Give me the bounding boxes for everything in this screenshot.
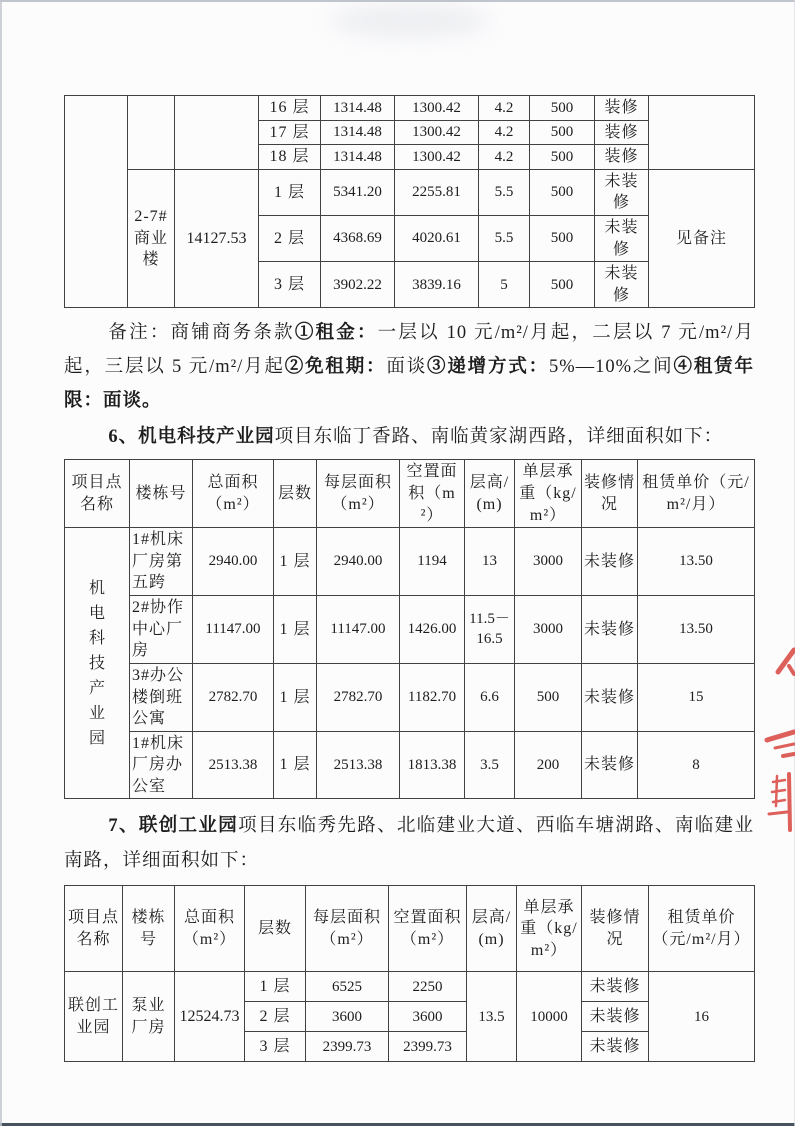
cell-fitout: 未装修 <box>582 731 638 799</box>
remark-text: 5%—10%之间 <box>548 357 674 378</box>
remark-rentfree-label: ②免租期： <box>284 357 387 378</box>
section6-description: 项目东临丁香路、南临黄家湖西路，详细面积如下： <box>274 427 724 448</box>
cell-area: 3902.22 <box>321 262 395 308</box>
cell-rent: 13.50 <box>638 595 755 663</box>
cell-load: 200 <box>515 731 582 799</box>
header-load: 单层承重（kg/m²） <box>515 460 582 528</box>
cell-vacant: 2399.73 <box>389 1032 467 1062</box>
scan-edge-left <box>0 0 2 1126</box>
cell-fitout: 未装修 <box>582 1002 649 1032</box>
cell-fitout: 未装修 <box>582 1032 649 1062</box>
cell-height: 13 <box>465 528 515 596</box>
section6-title: 6、机电科技产业园 <box>108 427 275 448</box>
cell-rent: 16 <box>649 972 755 1062</box>
cell-project-name: 机电科技产业园 <box>65 528 130 799</box>
cell-vacant: 2255.81 <box>395 169 479 215</box>
header-floors: 层数 <box>274 460 317 528</box>
cell-vacant: 2250 <box>389 972 467 1002</box>
commercial-building-table <box>64 95 755 308</box>
header-total: 总面积（m²） <box>175 886 245 972</box>
cell-load: 500 <box>530 120 595 145</box>
cell-vacant: 1194 <box>400 528 465 596</box>
cell-vacant: 1813.38 <box>400 731 465 799</box>
cell-building: 2#协作中心厂房 <box>130 595 193 663</box>
jidian-park-table <box>64 459 755 799</box>
red-seal-fragment <box>763 644 795 834</box>
cell-area: 4368.69 <box>321 215 395 261</box>
cell-vacant: 1182.70 <box>400 663 465 731</box>
cell-floor: 2 层 <box>259 215 321 261</box>
table-row <box>65 595 755 663</box>
cell-rent: 13.50 <box>638 528 755 596</box>
cell-floor: 1 层 <box>245 972 306 1002</box>
cell-floors: 1 层 <box>274 528 317 596</box>
header-per-floor: 每层面积（m²） <box>317 460 400 528</box>
table-row <box>65 169 755 215</box>
cell-load: 3000 <box>515 528 582 596</box>
table-header-row <box>65 886 755 972</box>
cell-floor: 1 层 <box>259 169 321 215</box>
cell-total: 2940.00 <box>193 528 274 596</box>
cell-rent: 8 <box>638 731 755 799</box>
cell-load: 500 <box>530 96 595 121</box>
header-floors: 层数 <box>245 886 306 972</box>
cell-floors: 1 层 <box>274 595 317 663</box>
cell-building: 泵业厂房 <box>123 972 175 1062</box>
cell-load: 500 <box>530 262 595 308</box>
cell-total: 11147.00 <box>193 595 274 663</box>
header-vacant: 空置面积（m²） <box>389 886 467 972</box>
cell-fitout: 装修 <box>595 96 649 121</box>
cell-floors: 1 层 <box>274 731 317 799</box>
cell-per-floor: 6525 <box>306 972 389 1002</box>
remark-rent-label: ①租金： <box>294 323 378 344</box>
cell-height: 5 <box>479 262 530 308</box>
cell-per-floor: 2513.38 <box>317 731 400 799</box>
cell-project-empty <box>65 96 128 308</box>
header-load: 单层承重（kg/m²） <box>517 886 582 972</box>
header-building: 楼栋号 <box>130 460 193 528</box>
cell-load: 500 <box>530 145 595 170</box>
remark-paragraph <box>64 316 754 418</box>
cell-building: 3#办公楼倒班公寓 <box>130 663 193 731</box>
cell-fitout: 未装修 <box>582 663 638 731</box>
cell-height: 11.5－16.5 <box>465 595 515 663</box>
section7-title: 7、联创工业园 <box>108 816 239 837</box>
cell-height: 6.6 <box>465 663 515 731</box>
header-building: 楼栋号 <box>123 886 175 972</box>
cell-floors: 1 层 <box>274 663 317 731</box>
cell-height: 3.5 <box>465 731 515 799</box>
cell-building-name: 2-7#商业楼 <box>128 169 175 308</box>
section6-heading <box>64 422 754 453</box>
header-height: 层高/(m) <box>465 460 515 528</box>
header-fitout: 装修情况 <box>582 886 649 972</box>
cell-load: 500 <box>515 663 582 731</box>
remark-term-label: ④租赁年限：面谈。 <box>64 357 754 412</box>
section7-heading <box>64 809 754 879</box>
cell-project-name: 联创工业园 <box>65 972 123 1062</box>
cell-area: 1314.48 <box>321 145 395 170</box>
cell-fitout: 装修 <box>595 145 649 170</box>
cell-floor: 17 层 <box>259 120 321 145</box>
header-height: 层高/(m) <box>467 886 517 972</box>
cell-building: 1#机床厂房第五跨 <box>130 528 193 596</box>
cell-rent: 15 <box>638 663 755 731</box>
cell-vacant: 3839.16 <box>395 262 479 308</box>
header-project: 项目点名称 <box>65 460 130 528</box>
cell-fitout: 未装修 <box>595 169 649 215</box>
cell-per-floor: 2940.00 <box>317 528 400 596</box>
cell-per-floor: 11147.00 <box>317 595 400 663</box>
cell-total-empty <box>175 96 259 170</box>
cell-building: 1#机床厂房办公室 <box>130 731 193 799</box>
table-header-row <box>65 460 755 528</box>
section7-description: 项目东临秀先路、北临建业大道、西临车塘湖路、南临建业南路，详细面积如下： <box>64 816 754 872</box>
cell-fitout: 未装修 <box>582 972 649 1002</box>
cell-vacant: 1300.42 <box>395 120 479 145</box>
cell-floor: 3 层 <box>245 1032 306 1062</box>
remark-text: 一层以 10 元/m²/月起，二层以 7 元/m²/月起，三层以 5 元/m²/月起 <box>64 323 754 378</box>
header-rent: 租赁单价（元/m²/月） <box>649 886 755 972</box>
cell-fitout: 未装修 <box>595 215 649 261</box>
header-project: 项目点名称 <box>65 886 123 972</box>
cell-height: 4.2 <box>479 120 530 145</box>
cell-building-empty <box>128 96 175 170</box>
cell-load: 500 <box>530 169 595 215</box>
header-total: 总面积（m²） <box>193 460 274 528</box>
remark-text: 备注：商铺商务条款 <box>108 323 295 344</box>
cell-vacant: 1300.42 <box>395 96 479 121</box>
cell-area: 1314.48 <box>321 96 395 121</box>
cell-height: 13.5 <box>467 972 517 1062</box>
cell-load: 500 <box>530 215 595 261</box>
cell-see-note: 见备注 <box>649 169 755 308</box>
table-row <box>65 731 755 799</box>
cell-per-floor: 2782.70 <box>317 663 400 731</box>
cell-area: 1314.48 <box>321 120 395 145</box>
cell-rent-empty <box>649 96 755 170</box>
header-vacant: 空置面积（m²） <box>400 460 465 528</box>
cell-total: 2782.70 <box>193 663 274 731</box>
cell-fitout: 装修 <box>595 120 649 145</box>
cell-height: 5.5 <box>479 215 530 261</box>
cell-height: 4.2 <box>479 145 530 170</box>
cell-vacant: 1300.42 <box>395 145 479 170</box>
table-row <box>65 972 755 1002</box>
table-row <box>65 663 755 731</box>
cell-fitout: 未装修 <box>582 528 638 596</box>
cell-vacant: 1426.00 <box>400 595 465 663</box>
cell-vacant: 4020.61 <box>395 215 479 261</box>
remark-text: 面谈 <box>386 357 428 378</box>
cell-load: 10000 <box>517 972 582 1062</box>
cell-height: 5.5 <box>479 169 530 215</box>
cell-fitout: 未装修 <box>595 262 649 308</box>
cell-per-floor: 3600 <box>306 1002 389 1032</box>
cell-floor: 3 层 <box>259 262 321 308</box>
cell-height: 4.2 <box>479 96 530 121</box>
cell-total-area: 14127.53 <box>175 169 259 308</box>
cell-vacant: 3600 <box>389 1002 467 1032</box>
scan-smudge <box>330 4 490 38</box>
remark-increase-label: ③递增方式： <box>427 357 549 378</box>
cell-load: 3000 <box>515 595 582 663</box>
cell-per-floor: 2399.73 <box>306 1032 389 1062</box>
header-per-floor: 每层面积（m²） <box>306 886 389 972</box>
cell-total: 2513.38 <box>193 731 274 799</box>
table-row <box>65 96 755 121</box>
header-fitout: 装修情况 <box>582 460 638 528</box>
cell-floor: 2 层 <box>245 1002 306 1032</box>
cell-fitout: 未装修 <box>582 595 638 663</box>
lianchuang-park-table <box>64 885 755 1062</box>
cell-floor: 16 层 <box>259 96 321 121</box>
table-row <box>65 528 755 596</box>
header-rent: 租赁单价（元/m²/月） <box>638 460 755 528</box>
cell-floor: 18 层 <box>259 145 321 170</box>
scan-edge-top <box>0 0 795 2</box>
cell-total: 12524.73 <box>175 972 245 1062</box>
cell-area: 5341.20 <box>321 169 395 215</box>
